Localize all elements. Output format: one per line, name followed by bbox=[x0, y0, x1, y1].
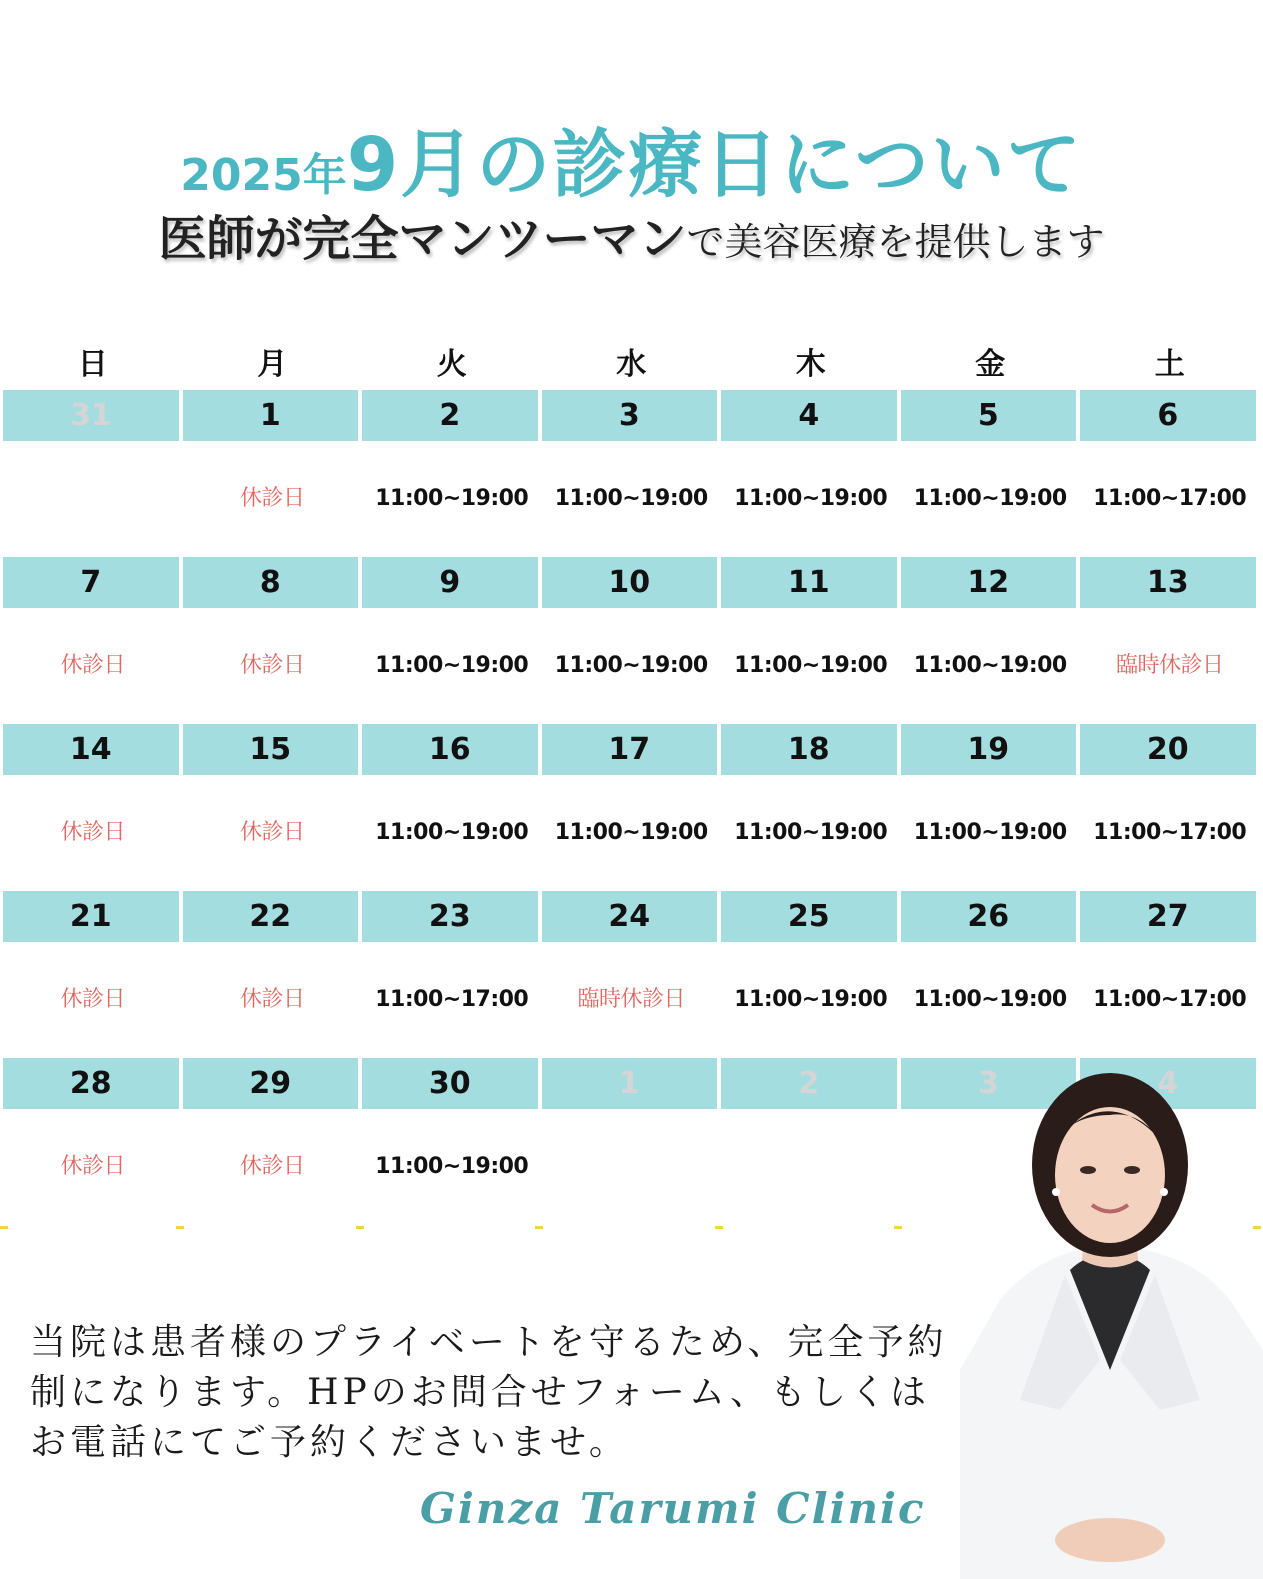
hours-label: 11:00~19:00 bbox=[375, 653, 529, 678]
hours-label: 11:00~19:00 bbox=[734, 486, 888, 511]
hours-row bbox=[3, 942, 1260, 1058]
clinic-logo: Ginza Tarumi Clinic bbox=[420, 1484, 926, 1533]
divider-dash bbox=[715, 1226, 723, 1229]
hours-label: 11:00~19:00 bbox=[554, 486, 708, 511]
date-cell: 7 bbox=[3, 557, 179, 608]
date-row bbox=[3, 390, 1260, 441]
doctor-photo bbox=[960, 1070, 1263, 1579]
weekday-label: 水 bbox=[616, 347, 647, 382]
closed-day-label: 休診日 bbox=[239, 653, 305, 678]
date-cell: 1 bbox=[183, 390, 359, 441]
date-cell: 17 bbox=[542, 724, 718, 775]
weekday-label: 月 bbox=[257, 347, 288, 382]
date-cell: 20 bbox=[1080, 724, 1256, 775]
date-cell: 16 bbox=[362, 724, 538, 775]
closed-day-label: 休診日 bbox=[239, 820, 305, 845]
hours-row bbox=[3, 775, 1260, 891]
divider-dash bbox=[535, 1226, 543, 1229]
date-cell: 13 bbox=[1080, 557, 1256, 608]
closed-day-label: 休診日 bbox=[239, 486, 305, 511]
date-cell: 11 bbox=[721, 557, 897, 608]
date-cell: 14 bbox=[3, 724, 179, 775]
date-cell: 2 bbox=[362, 390, 538, 441]
hours-label: 11:00~17:00 bbox=[375, 987, 529, 1012]
date-cell-other-month: 31 bbox=[3, 390, 179, 441]
closed-day-label: 休診日 bbox=[60, 653, 125, 678]
divider-dash bbox=[356, 1226, 364, 1229]
hours-label: 11:00~19:00 bbox=[375, 1154, 529, 1179]
date-cell-other-month: 2 bbox=[721, 1058, 897, 1109]
date-cell: 23 bbox=[362, 891, 538, 942]
weekday-label: 木 bbox=[795, 347, 826, 382]
date-row bbox=[3, 724, 1260, 775]
date-cell: 9 bbox=[362, 557, 538, 608]
hours-label: 11:00~19:00 bbox=[734, 820, 888, 845]
date-cell: 15 bbox=[183, 724, 359, 775]
weekday-label: 土 bbox=[1154, 347, 1185, 382]
hours-label: 11:00~19:00 bbox=[913, 820, 1067, 845]
page-title bbox=[180, 122, 1083, 208]
notice-line-2: 制になります。HPのお問合せフォーム、もしくは bbox=[30, 1372, 931, 1413]
hours-label: 11:00~19:00 bbox=[913, 486, 1067, 511]
weekday-label: 金 bbox=[975, 347, 1006, 382]
weekday-label: 日 bbox=[77, 347, 108, 382]
date-cell: 8 bbox=[183, 557, 359, 608]
date-cell: 28 bbox=[3, 1058, 179, 1109]
date-cell-other-month: 4 bbox=[1080, 1058, 1256, 1109]
date-cell-other-month: 1 bbox=[542, 1058, 718, 1109]
date-cell-other-month: 3 bbox=[901, 1058, 1077, 1109]
reservation-notice bbox=[30, 1318, 1010, 1468]
closed-day-label: 休診日 bbox=[60, 987, 125, 1012]
hours-label: 11:00~19:00 bbox=[554, 653, 708, 678]
date-cell: 5 bbox=[901, 390, 1077, 441]
divider-dash bbox=[176, 1226, 184, 1229]
closed-day-label: 休診日 bbox=[60, 820, 125, 845]
hours-label: 11:00~19:00 bbox=[375, 486, 529, 511]
date-cell: 30 bbox=[362, 1058, 538, 1109]
date-cell: 25 bbox=[721, 891, 897, 942]
divider-dash bbox=[0, 1226, 8, 1229]
date-cell: 27 bbox=[1080, 891, 1256, 942]
weekday-header-row bbox=[3, 340, 1260, 390]
hours-label: 11:00~19:00 bbox=[554, 820, 708, 845]
subtitle-strong: 医師が完全マンツーマン bbox=[158, 211, 687, 267]
weekday-label: 火 bbox=[436, 347, 467, 382]
date-cell: 24 bbox=[542, 891, 718, 942]
subtitle-rest: で美容医療を提供します bbox=[686, 220, 1105, 264]
closed-day-label: 休診日 bbox=[239, 987, 305, 1012]
hours-label bbox=[542, 1109, 722, 1225]
hours-label bbox=[3, 441, 183, 557]
hours-label: 11:00~17:00 bbox=[1093, 486, 1247, 511]
date-cell: 22 bbox=[183, 891, 359, 942]
date-cell: 29 bbox=[183, 1058, 359, 1109]
hours-label: 11:00~19:00 bbox=[734, 987, 888, 1012]
date-row bbox=[3, 557, 1260, 608]
title-main: 9月の診療日について bbox=[346, 122, 1083, 208]
hours-label bbox=[721, 1109, 901, 1225]
hours-row bbox=[3, 441, 1260, 557]
notice-line-3: お電話にてご予約くださいませ。 bbox=[30, 1422, 629, 1463]
date-cell: 26 bbox=[901, 891, 1077, 942]
date-cell: 6 bbox=[1080, 390, 1256, 441]
notice-line-1: 当院は患者様のプライベートを守るため、完全予約 bbox=[30, 1322, 948, 1363]
date-cell: 19 bbox=[901, 724, 1077, 775]
date-cell: 21 bbox=[3, 891, 179, 942]
closed-day-label: 休診日 bbox=[239, 1154, 305, 1179]
hours-label: 11:00~17:00 bbox=[1093, 987, 1247, 1012]
hours-label: 11:00~19:00 bbox=[913, 653, 1067, 678]
title-block bbox=[0, 122, 1263, 208]
date-cell: 3 bbox=[542, 390, 718, 441]
hours-label: 11:00~19:00 bbox=[375, 820, 529, 845]
closed-day-label: 臨時休診日 bbox=[1115, 653, 1224, 678]
date-cell: 4 bbox=[721, 390, 897, 441]
hours-label: 11:00~19:00 bbox=[734, 653, 888, 678]
closed-day-label: 休診日 bbox=[60, 1154, 125, 1179]
hours-label: 11:00~17:00 bbox=[1093, 820, 1247, 845]
hours-label: 11:00~19:00 bbox=[913, 987, 1067, 1012]
date-cell: 12 bbox=[901, 557, 1077, 608]
divider-dash bbox=[894, 1226, 902, 1229]
date-row bbox=[3, 891, 1260, 942]
hours-row bbox=[3, 608, 1260, 724]
date-cell: 10 bbox=[542, 557, 718, 608]
date-cell: 18 bbox=[721, 724, 897, 775]
title-year: 2025年 bbox=[180, 150, 347, 201]
closed-day-label: 臨時休診日 bbox=[577, 987, 685, 1012]
subtitle bbox=[0, 211, 1263, 267]
